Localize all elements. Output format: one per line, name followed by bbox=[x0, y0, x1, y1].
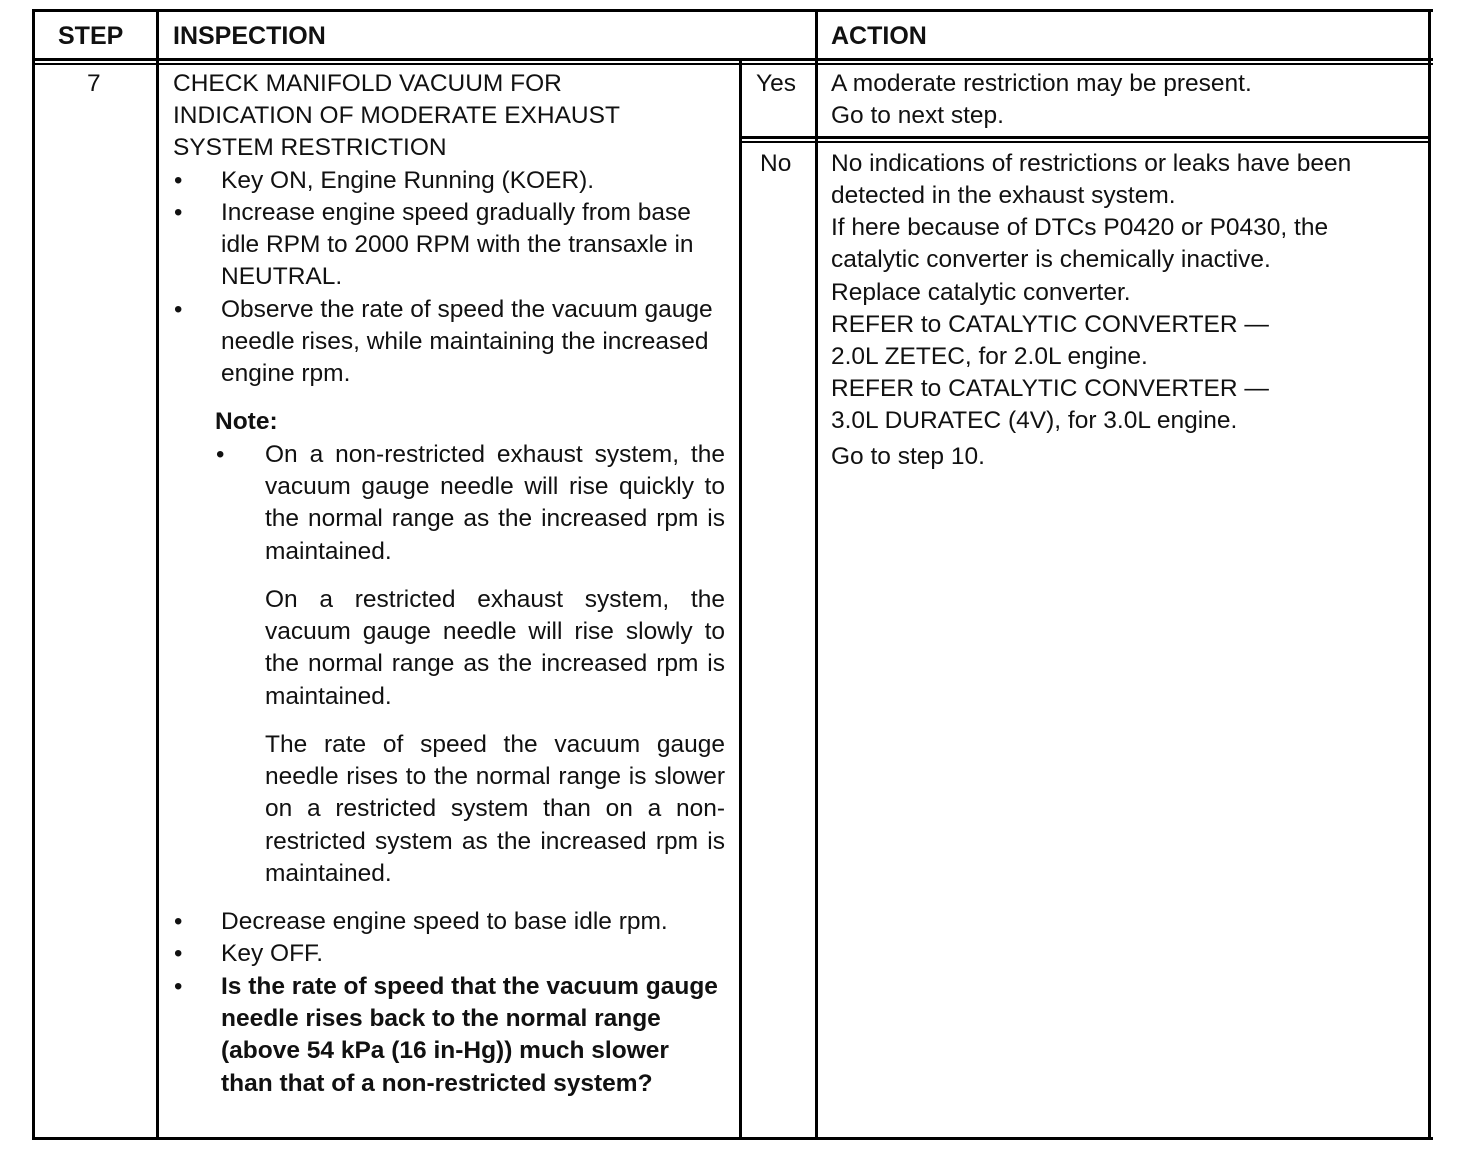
yes-no-divider-2 bbox=[739, 141, 1431, 143]
header-inspection: INSPECTION bbox=[173, 22, 326, 50]
inspection-bullet: Key OFF. bbox=[221, 940, 324, 967]
no-action-line: Replace catalytic converter. bbox=[831, 279, 1131, 306]
bullet-icon bbox=[216, 439, 256, 471]
yes-action-line: A moderate restriction may be present. bbox=[831, 70, 1252, 97]
inspection-title-line-2: INDICATION OF MODERATE EXHAUST bbox=[173, 102, 620, 129]
inspection-title-line-3: SYSTEM RESTRICTION bbox=[173, 134, 447, 161]
note-paragraph: On a restricted exhaust system, the vacuum gauge needle will rise slowly to the normal range as the increased rpm is maintained. bbox=[265, 586, 725, 710]
header-bottom-border bbox=[32, 58, 1433, 61]
no-label: No bbox=[760, 150, 792, 177]
note-label: Note: bbox=[215, 408, 278, 435]
no-action-line: No indications of restrictions or leaks have been bbox=[831, 150, 1352, 177]
no-action-line: catalytic converter is chemically inactive. bbox=[831, 246, 1271, 273]
inspection-bullet: Decrease engine speed to base idle rpm. bbox=[221, 908, 668, 935]
bullet-icon bbox=[174, 906, 214, 938]
header-step: STEP bbox=[58, 22, 124, 50]
inspection-title-line-1: CHECK MANIFOLD VACUUM FOR bbox=[173, 70, 562, 97]
no-action-line: 3.0L DURATEC (4V), for 3.0L engine. bbox=[831, 407, 1238, 434]
header-action: ACTION bbox=[831, 22, 927, 50]
action-column-divider bbox=[815, 9, 818, 1140]
inspection-question: Is the rate of speed that the vacuum gauge needle rises back to the normal range (above 54 kPa (16 in-Hg)) much slower than that of a non-restricted system? bbox=[221, 973, 718, 1097]
bullet-icon bbox=[174, 294, 214, 326]
bullet-icon bbox=[174, 971, 214, 1003]
step-number: 7 bbox=[87, 70, 101, 97]
inspection-bullet: Key ON, Engine Running (KOER). bbox=[221, 167, 595, 194]
table-left-border bbox=[32, 9, 35, 1140]
no-action-line: REFER to CATALYTIC CONVERTER — bbox=[831, 311, 1269, 338]
no-action-line: REFER to CATALYTIC CONVERTER — bbox=[831, 375, 1269, 402]
bullet-icon bbox=[174, 938, 214, 970]
yes-action-line: Go to next step. bbox=[831, 102, 1004, 129]
yesno-column-divider bbox=[739, 58, 742, 1140]
no-action-goto: Go to step 10. bbox=[831, 443, 985, 470]
inspection-bullet: Observe the rate of speed the vacuum gauge needle rises, while maintaining the increased engine rpm. bbox=[221, 296, 713, 388]
note-paragraph: On a non-restricted exhaust system, the vacuum gauge needle will rise quickly to the normal range as the increased rpm is maintained. bbox=[265, 441, 725, 565]
table-top-border bbox=[32, 9, 1433, 12]
table-right-border bbox=[1428, 9, 1431, 1140]
no-action-line: If here because of DTCs P0420 or P0430, the bbox=[831, 214, 1329, 241]
note-paragraph: The rate of speed the vacuum gauge needle rises to the normal range is slower on a restricted system than on a non-restricted system as the increased rpm is maintained. bbox=[265, 731, 725, 887]
no-action-line: detected in the exhaust system. bbox=[831, 182, 1176, 209]
yes-label: Yes bbox=[756, 70, 796, 97]
yes-no-divider bbox=[739, 136, 1431, 139]
inspection-bullet: Increase engine speed gradually from base idle RPM to 2000 RPM with the transaxle in NEUTRAL. bbox=[221, 199, 694, 291]
step-column-divider bbox=[156, 9, 159, 1140]
no-action-line: 2.0L ZETEC, for 2.0L engine. bbox=[831, 343, 1148, 370]
bullet-icon bbox=[174, 165, 214, 197]
bullet-icon bbox=[174, 197, 214, 229]
table-bottom-border bbox=[32, 1137, 1433, 1140]
header-bottom-border-2 bbox=[32, 63, 1433, 65]
